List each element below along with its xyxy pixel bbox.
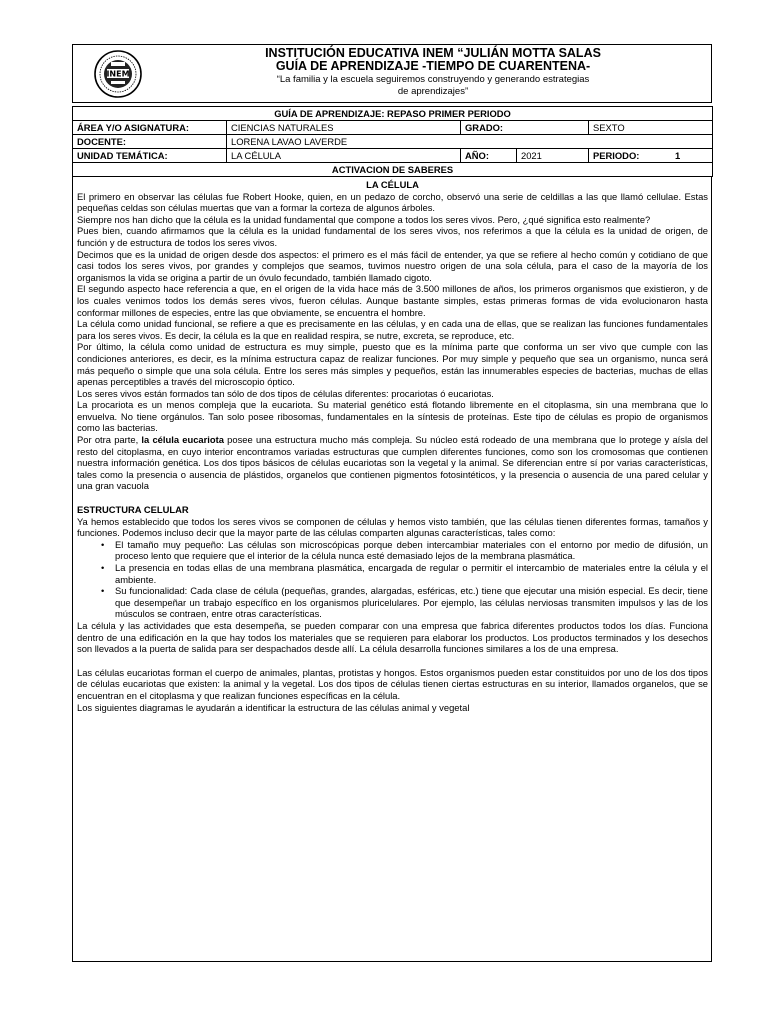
bullet-item: • El tamaño muy pequeño: Las células son microscópicas porque deben intercambiar materiales con el entorno por medio de difusión, un proceso lento que requiere que el interior de la célula nunca esté demasiado lejos de la membrana plasmática. <box>115 539 708 562</box>
svg-text:INEM: INEM <box>106 69 130 79</box>
periodo-value: 1 <box>675 149 681 161</box>
text-run: posee una estructura mucho más compleja. Su núcleo está rodeado de una membrana que lo protege y aísla del resto del citoplasma, en cuyo interior encontramos variadas estructuras que cumplen diferentes funciones, como son los cromosomas que contienen nuestra información genética. Los dos tipos básicos de células eucariotas son la vegetal y la animal. Se diferencian entre sí por varias características, tales como la presencia o ausencia de plástidos, organelos que contienen pigmentos fotosintéticos, y la presencia o ausencia de una pared celular y una gran vacuola <box>77 434 708 492</box>
guide-title: GUÍA DE APRENDIZAJE -TIEMPO DE CUARENTENA- <box>275 59 591 73</box>
unidad-row <box>73 149 713 163</box>
section-label: ACTIVACION DE SABERES <box>73 163 713 177</box>
bullet-item: • Su funcionalidad: Cada clase de célula (pequeñas, grandes, alargadas, esféricas, etc.) tiene que ejecutar una misión especial. Es decir, tiene que desempeñar un trabajo específico en los organismos pluricelulares. Por ejemplo, las células nerviosas transmiten impulsos y las de los músculos se contraen, entre otras características. <box>115 585 708 620</box>
header-quote-line1: “La familia y la escuela seguiremos construyendo y generando estrategias <box>276 74 590 85</box>
header-quote-line2: de aprendizajes” <box>397 86 469 97</box>
paragraph: Las células eucariotas forman el cuerpo de animales, plantas, protistas y hongos. Estos organismos pueden estar constituidos por uno de los dos tipos de células eucariotas que existen: la animal y la vegetal. Los dos tipos de células tienen ciertas estructuras en su interior, llamados organelos, que se encuentran en el citoplasma y que realizan funciones específicas en la célula. <box>77 666 708 701</box>
section-heading: ESTRUCTURA CELULAR <box>77 504 189 516</box>
document-header <box>72 44 712 103</box>
periodo-label: PERIODO: <box>593 149 640 161</box>
header-text <box>163 47 703 97</box>
docente-value: LORENA LAVAO LAVERDE <box>227 135 713 149</box>
paragraph: El segundo aspecto hace referencia a que, en el origen de la vida hace más de 3.500 millones de años, los primeros organismos que existieron, y de los cuales venimos todos los demás seres vivos, fueron células. Aunque bastante simples, estas primeras formas de vida evolucionaron hasta conformar millones de especies, entre las que obviamente, se encuentra el hombre. <box>77 283 708 318</box>
institution-title: INSTITUCIÓN EDUCATIVA INEM “JULIÁN MOTTA SALAS <box>265 46 601 60</box>
paragraph: Por último, la célula como unidad de estructura es muy simple, puesto que es la mínima parte que conforma un ser vivo que cumple con las condiciones anteriores, es decir, es la mínima estructura capaz de realizar funciones. Por muy simple y pequeño que sea un organismo, nunca será más pequeño o simple que una sola célula. Entre los seres más simples y pequeños, están las innumerables especies de bacterias, muchas de ellas apenas perceptibles a través del microscopio óptico. <box>77 341 708 388</box>
info-table <box>72 106 713 177</box>
section-row <box>73 163 713 177</box>
paragraph: El primero en observar las células fue Robert Hooke, quien, en un pedazo de corcho, observó una serie de celdillas a las que llamó cellulae. Estas pequeñas celdas son células muertas que van a formar la corteza de algunos árboles. <box>77 190 708 214</box>
review-title: GUÍA DE APRENDIZAJE: REPASO PRIMER PERIODO <box>73 107 713 121</box>
anio-label: AÑO: <box>461 149 517 163</box>
grado-value: SEXTO <box>589 121 713 135</box>
content-body <box>72 177 712 962</box>
unidad-label: UNIDAD TEMÁTICA: <box>73 149 227 163</box>
paragraph: Siempre nos han dicho que la célula es la unidad fundamental que compone a todos los seres vivos. Pero, ¿qué significa esto realmente? <box>77 213 651 225</box>
guide-title-row <box>73 107 713 121</box>
paragraph: Decimos que es la unidad de origen desde dos aspectos: el primero es el más fácil de entender, ya que se refiere al hecho común y cotidiano de que casi todos los seres vivos, por grandes y complejos que seamos, tuvimos nuestro origen de una sola célula, para el caso de la mayoría de los organismos la vida se origina a partir de un óvulo fecundado, también llamado cigoto. <box>77 248 708 283</box>
docente-label: DOCENTE: <box>73 135 227 149</box>
paragraph-eucariota <box>77 434 708 492</box>
paragraph: La procariota es un menos compleja que la eucariota. Su material genético está flotando libremente en el citoplasma, sin una membrana que lo envuelva. No tiene orgánulos. Tan solo posee ribosomas, fundamentales en la síntesis de proteínas. Este tipo de células es propio de organismos como las bacterias. <box>77 399 708 434</box>
paragraph: La célula como unidad funcional, se refiere a que es precisamente en las células, y en cada una de ellas, que se realizan las funciones fundamentales para los seres vivos. Es decir, la célula es la que en realidad respira, se nutre, excreta, se reproduce, etc. <box>77 318 708 341</box>
school-logo <box>93 49 143 99</box>
area-value: CIENCIAS NATURALES <box>227 121 461 135</box>
paragraph: Ya hemos establecido que todos los seres vivos se componen de células y hemos visto también, que las células tienen diferentes formas, tamaños y funciones. Podemos incluso decir que la mayor parte de las células comparten algunas características, tales como: <box>77 515 708 539</box>
area-row <box>73 121 713 135</box>
paragraph: La célula y las actividades que esta desempeña, se pueden comparar con una empresa que fabrica diferentes productos todos los días. Funciona dentro de una edificación en la que hay todos los materiales que se requieren para elaborar los productos. Los productos terminados y los desechos son llevados a la puerta de salida para ser despachados desde allí. La célula desarrolla funciones similares a los de una empresa. <box>77 619 708 655</box>
docente-row <box>73 135 713 149</box>
unidad-value: LA CÉLULA <box>227 149 461 163</box>
anio-value: 2021 <box>517 149 589 163</box>
paragraph: Los siguientes diagramas le ayudarán a identificar la estructura de las células animal y vegetal <box>77 701 470 713</box>
paragraph: Los seres vivos están formados tan sólo de dos tipos de células diferentes: procariotas ó eucariotas. <box>77 387 494 399</box>
grado-label: GRADO: <box>461 121 589 135</box>
paragraph: Pues bien, cuando afirmamos que la célula es la unidad fundamental de los seres vivos, nos referimos a que la célula es la unidad de origen, de función y de estructura de todos los seres vivos. <box>77 225 708 248</box>
document-page <box>72 44 712 962</box>
text-run: Por otra parte, <box>77 434 142 446</box>
content-title: LA CÉLULA <box>366 179 419 190</box>
area-label: ÁREA Y/O ASIGNATURA: <box>73 121 227 135</box>
bullet-item: • La presencia en todas ellas de una membrana plasmática, encargada de regular o permitir el intercambio de materiales entre la célula y el ambiente. <box>115 562 708 585</box>
periodo-cell <box>589 149 713 163</box>
bold-term: la célula eucariota <box>141 434 224 446</box>
